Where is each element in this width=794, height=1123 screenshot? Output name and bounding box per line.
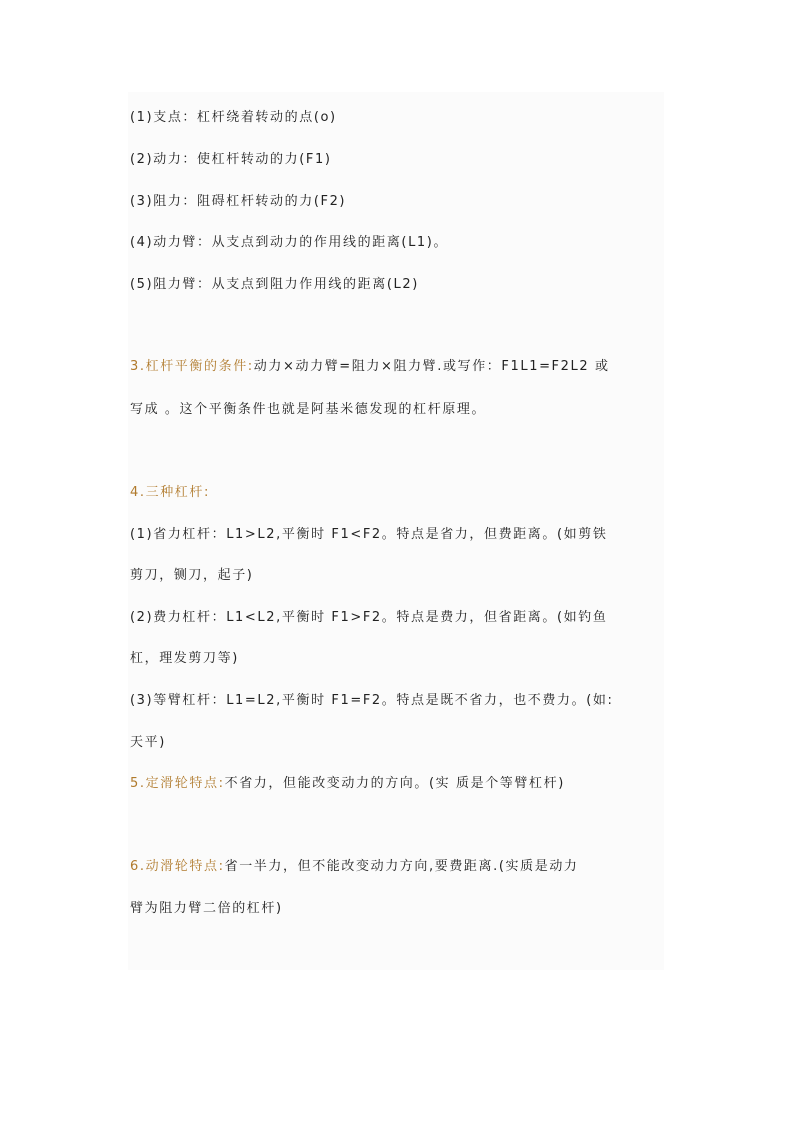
line-text: 剪刀，铡刀，起子) bbox=[130, 568, 254, 583]
definition-effort bbox=[130, 150, 332, 170]
lever-force-saving-examples bbox=[130, 566, 253, 586]
line-text: (1)省力杠杆：L1>L2,平衡时 F1<F2。特点是省力，但费距离。(如剪铁 bbox=[130, 527, 608, 542]
lever-equal-arm bbox=[130, 691, 613, 711]
line-text: (2)动力：使杠杆转动的力(F1) bbox=[130, 152, 332, 167]
line-text: (2)费力杠杆：L1<L2,平衡时 F1>F2。特点是费力，但省距离。(如钓鱼 bbox=[130, 610, 608, 625]
section-three-levers bbox=[130, 483, 210, 503]
section-balance-condition bbox=[130, 357, 610, 377]
definition-resistance bbox=[130, 192, 346, 212]
lever-force-saving bbox=[130, 525, 607, 545]
line-text: 动力×动力臂=阻力×阻力臂.或写作：F1L1=F2L2 或 bbox=[253, 359, 610, 374]
line-text: 杠，理发剪刀等) bbox=[130, 651, 239, 666]
section-heading: 6.动滑轮特点: bbox=[130, 859, 225, 874]
line-text: 天平) bbox=[130, 735, 166, 750]
section-heading: 5.定滑轮特点: bbox=[130, 776, 225, 791]
line-text: (3)阻力：阻碍杠杆转动的力(F2) bbox=[130, 194, 347, 209]
line-text: 臂为阻力臂二倍的杠杆) bbox=[130, 901, 283, 916]
line-text: 不省力，但能改变动力的方向。(实 质是个等臂杠杆) bbox=[224, 776, 565, 791]
section-fixed-pulley bbox=[130, 774, 565, 794]
line-text: (1)支点：杠杆绕着转动的点(o) bbox=[130, 110, 337, 125]
line-text: 写成 。这个平衡条件也就是阿基米德发现的杠杆原理。 bbox=[130, 402, 487, 417]
movable-pulley-continued bbox=[130, 899, 283, 919]
line-text: (5)阻力臂：从支点到阻力作用线的距离(L2) bbox=[130, 277, 419, 292]
section-movable-pulley bbox=[130, 857, 579, 877]
lever-force-costing-examples bbox=[130, 649, 239, 669]
section-heading: 3.杠杆平衡的条件: bbox=[130, 359, 254, 374]
line-text: 省一半力，但不能改变动力方向,要费距离.(实质是动力 bbox=[224, 859, 579, 874]
line-text: (3)等臂杠杆：L1=L2,平衡时 F1=F2。特点是既不省力，也不费力。(如: bbox=[130, 693, 614, 708]
definition-fulcrum bbox=[130, 108, 337, 128]
definition-effort-arm bbox=[130, 233, 448, 253]
lever-equal-arm-examples bbox=[130, 733, 166, 753]
section-heading: 4.三种杠杆: bbox=[130, 485, 210, 500]
lever-force-costing bbox=[130, 608, 607, 628]
definition-resistance-arm bbox=[130, 275, 419, 295]
line-text: (4)动力臂：从支点到动力的作用线的距离(L1)。 bbox=[130, 235, 449, 250]
balance-condition-continued bbox=[130, 400, 486, 420]
